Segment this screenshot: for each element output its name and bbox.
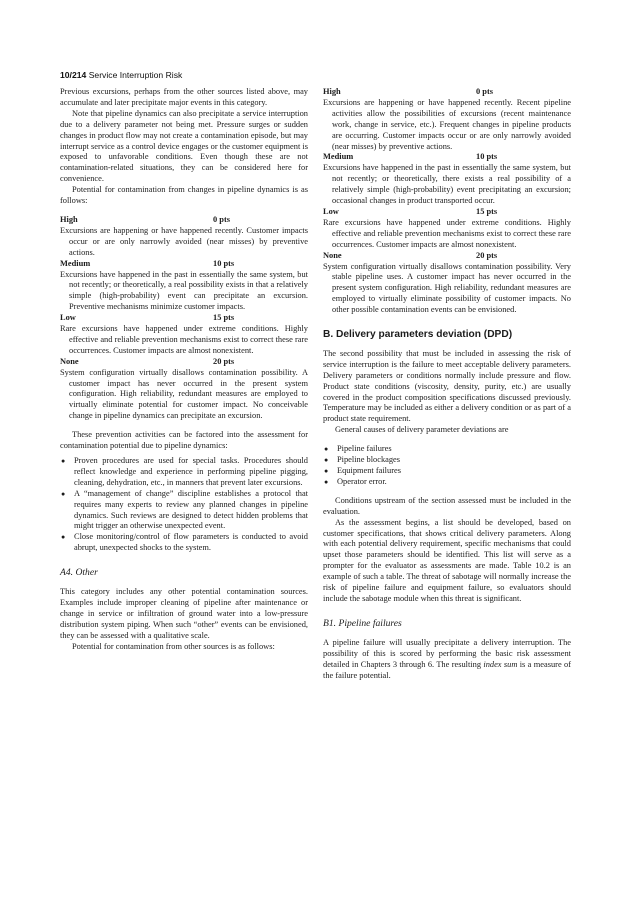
- paragraph: General causes of delivery parameter deviations are: [335, 425, 509, 435]
- emphasis-term: index sum: [483, 659, 518, 669]
- section-heading: B. Delivery parameters deviation (DPD): [323, 329, 513, 341]
- text-run: A pipeline failure will usually precipitate a delivery interruption. The possibility of this is scored by performing the basic risk assessment detailed in Chapters 3 through 6. The resulting: [323, 637, 571, 669]
- list-item: ● Close monitoring/control of flow parameters is conducted to avoid abrupt, unexpected shocks to the system.: [60, 532, 308, 554]
- level-name: Low: [60, 313, 76, 323]
- level-description: Excursions are happening or have happened recently. Customer impacts occur or are only narrowly avoided (near misses) by preventive actions.: [60, 225, 308, 257]
- level-description: System configuration virtually disallows contamination possibility. A customer impact has never occurred in the present system configuration. High reliability, redundant measures are employed to virtually eliminate potential for customer impact. No conceivable change in pipeline dynamics can precipitate an excursion.: [60, 367, 308, 421]
- level-points: 15 pts: [213, 313, 235, 323]
- level-points: 20 pts: [213, 356, 235, 366]
- level-heading-medium: [323, 152, 571, 163]
- level-heading-none: [323, 251, 571, 262]
- level-heading-high: [323, 87, 571, 98]
- paragraph: Conditions upstream of the section assessed must be included in the evaluation.: [323, 495, 571, 516]
- level-points: 0 pts: [476, 87, 493, 96]
- paragraph: The second possibility that must be included in assessing the risk of service interruption is the failure to meet acceptable delivery parameters. Delivery parameters or conditions normally include pressure and flow. Product state conditions (viscosity, density, purity, etc.) are usually covered in the product composition specifications discussed previously. Temperature may be included as either a delivery condition or as part of a product state requirement.: [323, 348, 571, 424]
- subsection-heading: A4. Other: [60, 567, 98, 579]
- list-item: ● Equipment failures: [323, 466, 571, 477]
- page-number: 10/214: [60, 70, 87, 80]
- level-name: None: [60, 356, 79, 366]
- paragraph: Note that pipeline dynamics can also precipitate a service interruption due to a delivery parameter not being met. Pressure surges or sudden changes in product flow may not create a contamination episode, but may interrupt service as a control device engages or the customer equipment is exposed to unfavorable conditions. Even though these are not contamination-related situations, they can be considered here for convenience.: [60, 108, 308, 184]
- list-item: ● Pipeline failures: [323, 444, 571, 455]
- level-description: Excursions are happening or have happened recently. Recent pipeline activities allow the possibilities of excursions (recent maintenance work, change in service, etc.). Frequent changes in pipeline products are occurring. Customer impacts occur or are only narrowly avoided (near misses) by preventive actions.: [323, 97, 571, 151]
- paragraph: Potential for contamination from changes in pipeline dynamics is as follows:: [60, 185, 308, 206]
- level-heading-high: [60, 215, 308, 226]
- paragraph: Potential for contamination from other sources is as follows:: [72, 641, 275, 651]
- subsection-heading: B1. Pipeline failures: [323, 617, 402, 629]
- level-description: System configuration virtually disallows contamination possibility. Very stable pipeline uses. A customer impact has never occurred in the present system configuration. High reliability, redundant measures are employed to virtually eliminate possibility of customer impacts. No other possible contamination events can be envisioned.: [323, 261, 571, 315]
- paragraph: Previous excursions, perhaps from the other sources listed above, may accumulate and later precipitate major events in this category.: [60, 87, 308, 107]
- level-points: 10 pts: [476, 152, 498, 162]
- paragraph: This category includes any other potential contamination sources. Examples include improper cleaning of pipeline after maintenance or change in service or infiltration of ground water into a low-pressure distribution system piping. When such “other” events can be envisioned, they can be assessed with a qualitative scale.: [60, 587, 308, 640]
- level-points: 0 pts: [213, 214, 230, 224]
- list-item: ● A “management of change” discipline establishes a protocol that requires many experts to review any planned changes in pipeline dynamics. Such reviews are designed to detect hidden problems that might trigger an otherwise unexpected event.: [60, 489, 308, 533]
- level-heading-low: [60, 313, 308, 324]
- level-name: Low: [323, 206, 339, 216]
- level-points: 20 pts: [476, 250, 498, 260]
- level-name: High: [323, 87, 341, 96]
- level-description: Excursions have happened in the past in essentially the same system, but not recently; or theoretically, a real possibility exists in that a relatively simple (high-probability) event can precipitate an excursion. Preventive mechanisms minimize customer impacts.: [60, 269, 308, 312]
- list-item: ● Operator error.: [323, 477, 571, 488]
- level-name: Medium: [323, 152, 354, 162]
- level-heading-medium: [60, 259, 308, 270]
- level-points: 15 pts: [476, 206, 498, 216]
- level-name: None: [323, 250, 342, 260]
- paragraph: These prevention activities can be factored into the assessment for contamination potential due to pipeline dynamics:: [60, 430, 308, 451]
- running-title: Service Interruption Risk: [88, 70, 183, 80]
- level-heading-low: [323, 207, 571, 218]
- level-description: Rare excursions have happened under extreme conditions. Highly effective and reliable prevention mechanisms exist to correct these rare occurrences. Customer impacts are almost nonexistent.: [60, 324, 308, 355]
- list-item: ● Pipeline blockages: [323, 455, 571, 466]
- level-description: Excursions have happened in the past in essentially the same system, but not recently; or theoretically, there exists a real possibility of a relatively simple (high-probability) event precipitating an excursion; occasional changes in product transported occur.: [323, 163, 571, 206]
- paragraph: As the assessment begins, a list should be developed, based on customer specifications, that shows critical delivery parameters. Along with each potential delivery requirement, specific mechanisms that could upset those parameters should be identified. This list will serve as a prompter for the evaluator as assessments are made. Table 10.2 is an example of such a table. The threat of sabotage will normally increase the risk of pipeline failure and equipment failure, so evaluators should include the sabotage module when this threat is significant.: [323, 517, 571, 603]
- list-item: ● Proven procedures are used for special tasks. Procedures should reflect knowledge and experience in performing pipeline pigging, cleaning, dehydration, etc., in manners that prevent later excursions.: [60, 456, 308, 489]
- level-heading-none: [60, 357, 308, 368]
- prevention-list: [60, 456, 308, 554]
- left-column: [60, 87, 308, 653]
- level-description: Rare excursions have happened under extreme conditions. Highly effective and reliable prevention mechanisms exist to correct these rare occurrences. Customer impacts are almost nonexistent.: [323, 217, 571, 249]
- level-name: Medium: [60, 258, 91, 268]
- running-header: [60, 70, 182, 80]
- level-name: High: [60, 214, 78, 224]
- level-points: 10 pts: [213, 258, 235, 268]
- right-column: [323, 87, 571, 681]
- paragraph: [323, 638, 571, 682]
- causes-list: [323, 444, 571, 488]
- text-run: is a measure of the failure potential.: [323, 659, 571, 680]
